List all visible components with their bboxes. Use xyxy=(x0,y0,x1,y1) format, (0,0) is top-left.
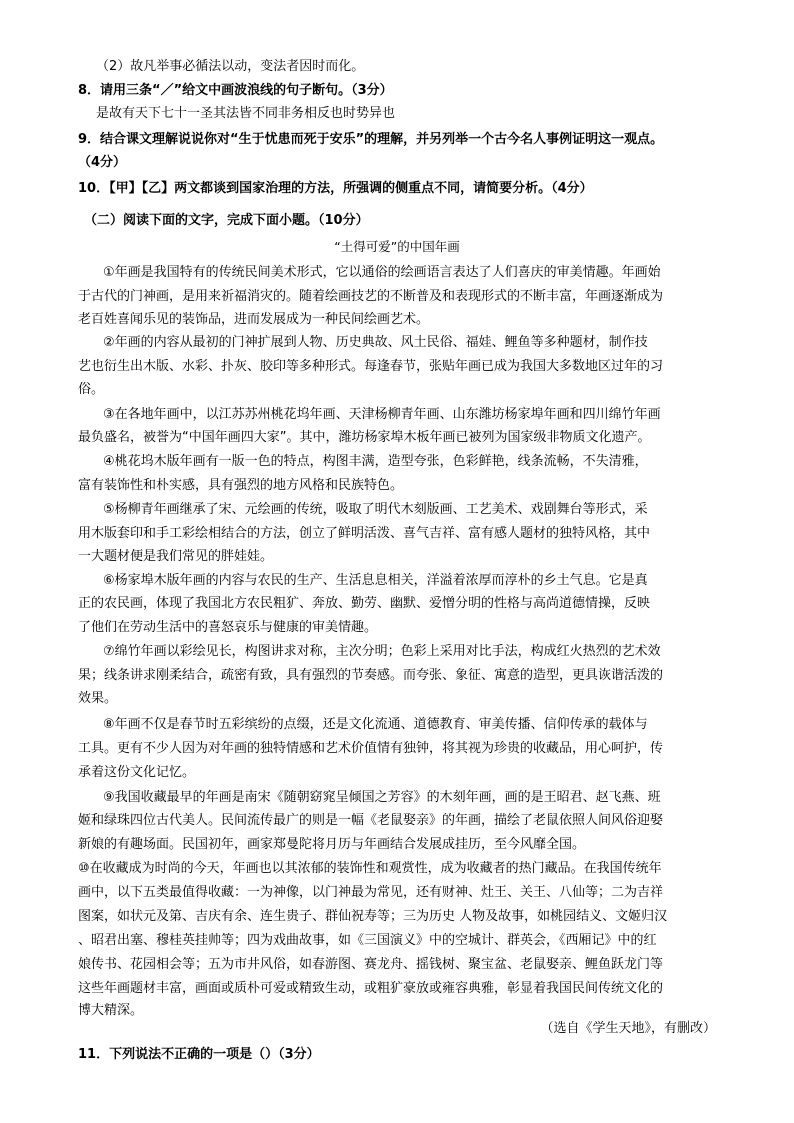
article-title: “土得可爱”的中国年画 xyxy=(334,239,460,254)
question-9-score: （4分） xyxy=(78,155,127,170)
article-line: ①年画是我国特有的传统民间美术形式，它以通俗的绘画语言表达了人们喜庆的审美情趣。年画始 xyxy=(103,265,661,280)
article-line: 娘传书、花园相会等；五为市井风俗，如春游图、赛龙舟、摇钱树、聚宝盆、老鼠娶亲、鲤鱼跃龙门等 xyxy=(78,957,664,972)
article-source: （选自《学生天地》，有删改） xyxy=(540,1021,716,1036)
article-line: 用木版套印和手工彩绘相结合的方法，创立了鲜明活泼、喜气吉祥、富有感人题材的独特风格，其中 xyxy=(78,526,651,541)
article-line: 一大题材便是我们常见的胖娃娃。 xyxy=(78,549,274,564)
article-line: 艺也衍生出木版、水彩、扑灰、胶印等多种形式。每逢春节，张贴年画已成为我国大多数地区过年的习 xyxy=(78,359,664,374)
article-line: ②年画的内容从最初的门神扩展到人物、历史典故、风土民俗、福娃、鲤鱼等多种题材，制作技 xyxy=(103,335,648,350)
article-line: 最负盛名，被誉为“中国年画四大家”。其中，潍坊杨家埠木板年画已被列为国家级非物质文化遗产。 xyxy=(78,430,651,445)
prior-question-item: （2）故凡举事必循法以动，变法者因时而化。 xyxy=(96,59,365,74)
article-line: ⑨我国收藏最早的年画是南宋《随朝窈窕呈倾国之芳容》的木刻年画，画的是王昭君、赵飞燕、班 xyxy=(103,790,661,805)
article-line: ⑧年画不仅是春节时五彩缤纷的点缀，还是文化流通、道德教育、审美传播、信仰传承的载体与 xyxy=(103,717,648,732)
wavy-sentence: 是故有天下七十一圣其法皆不同非务相反也时势异也 xyxy=(96,106,396,121)
article-line: ③在各地年画中，以江苏苏州桃花坞年画、天津杨柳青年画、山东潍坊杨家埠年画和四川绵竹年画 xyxy=(103,407,661,422)
section-2-heading: （二）阅读下面的文字，完成下面小题。（10分） xyxy=(84,213,369,228)
article-line: ⑤杨柳青年画继承了宋、元绘画的传统，吸取了明代木刻版画、工艺美术、戏剧舞台等形式，采 xyxy=(103,502,648,517)
article-line: ④桃花坞木版年画有一版一色的特点，构图丰满，造型夸张，色彩鲜艳，线条流畅，不失清雅， xyxy=(103,454,648,469)
article-line: 姬和绿珠四位古代美人。民间流传最广的则是一幅《老鼠娶亲》的年画，描绘了老鼠依照人间风俗迎娶 xyxy=(78,813,664,828)
article-line: 老百姓喜闻乐见的装饰品，进而发展成为一种民间绘画艺术。 xyxy=(78,312,430,327)
article-line: 正的农民画，体现了我国北方农民粗犷、奔放、勤劳、幽默、爱憎分明的性格与高尚道德情操，反映 xyxy=(78,596,651,611)
article-line: 博大精深。 xyxy=(78,1003,144,1018)
article-line: 了他们在劳动生活中的喜怒哀乐与健康的审美情趣。 xyxy=(78,620,378,635)
article-line: 工具。更有不少人因为对年画的独特情感和艺术价值情有独钟，将其视为珍贵的收藏品，用心呵护，传 xyxy=(78,741,664,756)
article-line: 图案，如状元及第、吉庆有余、连生贵子、群仙祝寿等；三为历史 人物及故事，如桃园结义、文姬归汉 xyxy=(78,909,668,924)
article-line: 果；线条讲求刚柔结合，疏密有致，具有强烈的节奏感。而夸张、象征、寓意的造型，更具诙谐活泼的 xyxy=(78,668,664,683)
question-8: 8．请用三条“／”给文中画波浪线的句子断句。（3分） xyxy=(78,83,393,98)
question-11: 11．下列说法不正确的一项是（）（3分） xyxy=(78,1047,320,1062)
article-line: 于古代的门神画，是用来祈福消灾的。随着绘画技艺的不断普及和表现形式的不断丰富，年画逐渐成为 xyxy=(78,289,664,304)
article-line: 新娘的有趣场面。民国初年，画家郑曼陀将月历与年画结合发展成挂历，至今风靡全国。 xyxy=(78,837,586,852)
article-line: 效果。 xyxy=(78,691,118,706)
article-line: 这些年画题材丰富，画面或质朴可爱或精致生动，或粗犷豪放或雍容典雅，彰显着我国民间传统文化的 xyxy=(78,981,664,996)
article-line: 、昭君出塞、穆桂英挂帅等；四为戏曲故事，如《三国演义》中的空城计、群英会，《西厢记》中的红 xyxy=(78,933,657,948)
article-line: 画中，以下五类最值得收藏：一为神像，以门神最为常见，还有财神、灶王、关王、八仙等；二为吉祥 xyxy=(78,885,664,900)
article-line: 富有装饰性和朴实感，具有强烈的地方风格和民族特色。 xyxy=(78,478,404,493)
article-line: 承着这份文化记忆。 xyxy=(78,765,196,780)
article-line: ⑩在收藏成为时尚的今天，年画也以其浓郁的装饰性和观赏性，成为收藏者的热门藏品。在我国传统年 xyxy=(78,861,662,876)
article-line: 俗。 xyxy=(78,382,105,397)
article-line: ⑦绵竹年画以彩绘见长，构图讲求对称，主次分明；色彩上采用对比手法，构成红火热烈的艺术效 xyxy=(103,644,661,659)
question-10: 10．【甲】【乙】两文都谈到国家治理的方法，所强调的侧重点不同，请简要分析。（4分） xyxy=(78,181,593,196)
question-9: 9．结合课文理解说说你对“生于忧患而死于安乐”的理解，并另列举一个古今名人事例证明这一观点。 xyxy=(78,132,664,147)
article-line: ⑥杨家埠木版年画的内容与农民的生产、生活息息相关，洋溢着浓厚而淳朴的乡土气息。它是真 xyxy=(103,573,648,588)
